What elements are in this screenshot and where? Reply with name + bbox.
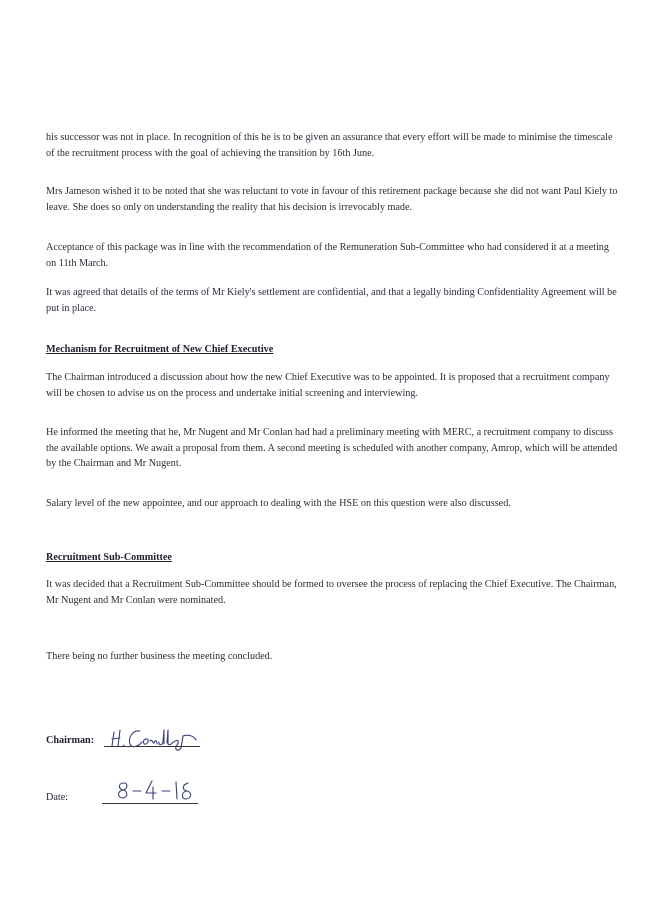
date-label: Date:: [46, 792, 69, 803]
heading-recruitment-subcommittee: Recruitment Sub-Committee: [46, 552, 172, 563]
heading-recruitment-mechanism: Mechanism for Recruitment of New Chief Executive: [46, 344, 274, 355]
paragraph-remuneration-acceptance: Acceptance of this package was in line with the recommendation of the Remuneration Sub-Committee who had considered it at a meeting on 11th March.: [46, 242, 609, 269]
paragraph-successor-assurance: his successor was not in place. In recognition of this he is to be given an assurance that every effort will be made to minimise the timescale of the recruitment process with the goal of achieving the transition by 16th June.: [46, 132, 613, 159]
paragraph-confidentiality: It was agreed that details of the terms of Mr Kiely's settlement are confidential, and that a legally binding Confidentiality Agreement will be put in place.: [46, 287, 617, 314]
date-handwriting: [110, 777, 200, 805]
paragraph-merc-meeting: He informed the meeting that he, Mr Nugent and Mr Conlan had had a preliminary meeting with MERC, a recruitment company to discuss the available options. We await a proposal from them. A second meeting is scheduled with another company, Amrop, which will be attended by the Chairman and Mr Nugent.: [46, 427, 618, 469]
paragraph-meeting-concluded: There being no further business the meeting concluded.: [46, 651, 273, 662]
paragraph-salary-level: Salary level of the new appointee, and our approach to dealing with the HSE on this question were also discussed.: [46, 498, 511, 509]
chairman-label: Chairman:: [46, 735, 95, 746]
paragraph-chairman-discussion: The Chairman introduced a discussion about how the new Chief Executive was to be appointed. It is proposed that a recruitment company will be chosen to advise us on the process and undertake initial screening and interviewing.: [46, 372, 610, 399]
chairman-signature: [106, 722, 206, 754]
paragraph-subcommittee-formed: It was decided that a Recruitment Sub-Committee should be formed to oversee the process of replacing the Chief Executive. The Chairman, Mr Nugent and Mr Conlan were nominated.: [46, 579, 617, 606]
paragraph-jameson-vote: Mrs Jameson wished it to be noted that she was reluctant to vote in favour of this retirement package because she did not want Paul Kiely to leave. She does so only on understanding the reality that his decision is irrevocably made.: [46, 186, 618, 213]
